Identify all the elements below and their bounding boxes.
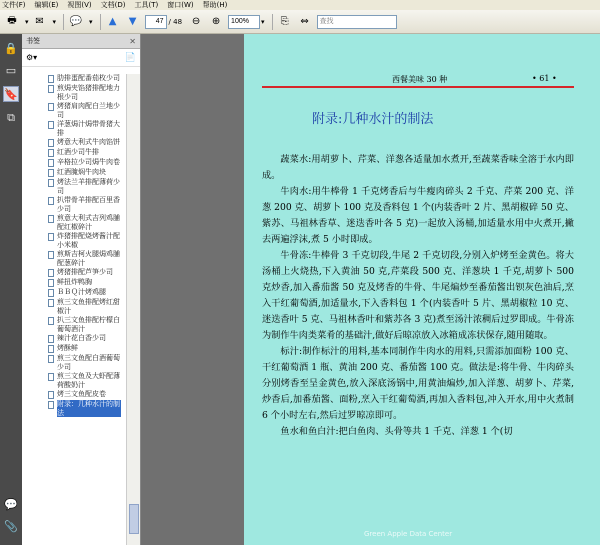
bookmark-label: 肋排蛋配番茄枚少司 bbox=[57, 74, 120, 82]
bookmark-icon bbox=[48, 251, 54, 259]
page-body bbox=[262, 152, 574, 440]
toolbar-separator bbox=[272, 14, 273, 30]
search-input[interactable] bbox=[317, 15, 397, 29]
bookmark-label: 煎三文鱼及大虾配薄荷酸奶汁 bbox=[57, 372, 120, 389]
page-heading: 附录:几种水汁的制法 bbox=[312, 112, 434, 127]
bookmark-icon bbox=[48, 299, 54, 307]
bookmark-icon bbox=[48, 317, 54, 325]
menu-item[interactable]: 窗口(W) bbox=[167, 1, 194, 9]
bookmark-icon bbox=[48, 335, 54, 343]
bookmark-icon bbox=[48, 233, 54, 241]
chevron-down-icon[interactable]: ▾ bbox=[25, 17, 29, 26]
bookmark-list bbox=[22, 74, 126, 545]
bookmark-item[interactable] bbox=[22, 102, 126, 119]
bookmark-item[interactable] bbox=[22, 344, 126, 353]
bookmark-icon bbox=[48, 289, 54, 297]
bookmark-item[interactable] bbox=[22, 232, 126, 249]
bookmark-item[interactable] bbox=[22, 214, 126, 231]
bookmark-icon bbox=[48, 355, 54, 363]
bookmark-label: 烤三文鱼配皮卷 bbox=[57, 390, 106, 398]
attachments-icon[interactable]: ⧉ bbox=[7, 111, 15, 124]
next-page-icon[interactable]: ▼ bbox=[128, 16, 137, 27]
chevron-down-icon[interactable]: ▾ bbox=[52, 17, 57, 26]
bookmark-label: 煎三文鱼配白酒葡萄少司 bbox=[57, 354, 120, 371]
navigation-rail bbox=[0, 34, 22, 545]
fit-width-icon[interactable]: ⇔ bbox=[300, 16, 309, 27]
bookmark-label: 烤酥鲜 bbox=[57, 344, 78, 352]
bookmark-label: 洋葱焗汁焗带骨猪大排 bbox=[57, 120, 120, 137]
comment-icon[interactable]: 💬 bbox=[69, 16, 83, 27]
bookmark-icon bbox=[48, 279, 54, 287]
paperclip-icon[interactable]: 📎 bbox=[4, 519, 18, 533]
document-area bbox=[141, 34, 600, 545]
pages-icon[interactable]: ▭ bbox=[5, 63, 17, 77]
bookmark-label: 辛格拉少司焗牛肉卷 bbox=[57, 158, 120, 166]
bookmark-item[interactable] bbox=[22, 138, 126, 147]
bookmark-icon bbox=[48, 75, 54, 83]
bookmark-icon bbox=[48, 269, 54, 277]
bookmark-item[interactable] bbox=[22, 390, 126, 399]
pdf-page bbox=[244, 34, 600, 545]
bookmark-label: 附录：几种水汁的制法 bbox=[57, 400, 120, 417]
bookmark-label: 烤法兰羊排配薄荷少司 bbox=[57, 178, 120, 195]
panel-header bbox=[22, 34, 140, 49]
bookmarks-icon[interactable]: 🔖 bbox=[4, 87, 18, 101]
bookmark-icon bbox=[48, 149, 54, 157]
bookmark-icon bbox=[48, 401, 54, 409]
close-icon[interactable]: ✕ bbox=[129, 36, 136, 46]
bookmark-label: 烤猪排配芦笋少司 bbox=[57, 268, 113, 276]
bookmark-label: 扒带骨羊排配百里香少司 bbox=[57, 196, 120, 213]
bookmark-icon bbox=[48, 103, 54, 111]
bookmark-item[interactable] bbox=[22, 372, 126, 389]
zoom-out-icon[interactable]: ⊖ bbox=[191, 16, 201, 27]
lock-icon[interactable]: 🔒 bbox=[4, 41, 18, 55]
menu-item[interactable]: 工具(T) bbox=[134, 1, 159, 9]
bookmark-item[interactable] bbox=[22, 288, 126, 297]
bookmark-item[interactable] bbox=[22, 316, 126, 333]
bookmark-item[interactable] bbox=[22, 278, 126, 287]
bookmark-scrollbar[interactable] bbox=[126, 74, 140, 545]
body-paragraph: 鱼水和鱼白汁:把白鱼肉、头骨等共 1 千克、洋葱 1 个(切 bbox=[280, 426, 513, 437]
bookmark-label: 鲜扭炸鸭胸 bbox=[57, 278, 92, 286]
bookmark-item[interactable] bbox=[22, 250, 126, 267]
bookmark-item[interactable] bbox=[22, 168, 126, 177]
menu-item[interactable]: 编辑(E) bbox=[34, 1, 59, 9]
body-paragraph: 标汁:制作标汁的用料,基本同制作牛肉水的用料,只需添加面粉 100 克、干红葡萄酒 1 瓶、黄油 200 克、番茄酱 100 克。做法是:将牛骨、牛肉碎头分别烤香至呈金黄色,放入深底汤锅中,用黄油煸炒,加入洋葱、胡萝卜、芹菜,炒香后,加番茄酱、面粉,烹入干红葡萄酒,再加入香料包,冲入开水,用中火煮制 6 个小时左右,然后过罗晾凉即可。 bbox=[262, 346, 574, 421]
bookmark-item[interactable] bbox=[22, 120, 126, 137]
chevron-down-icon[interactable]: ▾ bbox=[261, 17, 265, 26]
expand-bookmark-icon[interactable]: 📄 bbox=[124, 52, 136, 63]
bookmark-item[interactable] bbox=[22, 400, 126, 417]
toolbar-separator bbox=[63, 14, 64, 30]
bookmark-icon bbox=[48, 121, 54, 129]
bookmark-icon bbox=[48, 169, 54, 177]
fit-page-icon[interactable]: ⎘ bbox=[280, 16, 289, 27]
bookmark-label: 煎三文鱼排配烤红甜椒汁 bbox=[57, 298, 120, 315]
bookmark-icon bbox=[48, 85, 54, 93]
comments-icon[interactable]: 💬 bbox=[4, 497, 18, 511]
bookmark-icon bbox=[48, 373, 54, 381]
chevron-down-icon[interactable]: ▾ bbox=[89, 17, 93, 26]
bookmark-item[interactable] bbox=[22, 268, 126, 277]
body-paragraph: 蔬菜水:用胡萝卜、芹菜、洋葱各适量加水煮开,至蔬菜香味全溶于水内即成。 bbox=[262, 154, 574, 181]
menu-item[interactable]: 视图(V) bbox=[67, 1, 92, 9]
toolbar bbox=[0, 10, 600, 34]
watermark: Green Apple Data Center bbox=[364, 530, 453, 538]
panel-toolbar bbox=[22, 49, 140, 67]
print-icon[interactable]: 🖶 bbox=[7, 15, 17, 26]
bookmark-label: 烤猪肩肉配白兰地少司 bbox=[57, 102, 120, 119]
bookmark-icon bbox=[48, 345, 54, 353]
bookmark-label: 红酒腌焖牛肉块 bbox=[57, 168, 106, 176]
bookmark-icon bbox=[48, 197, 54, 205]
bookmark-icon bbox=[48, 139, 54, 147]
email-icon[interactable]: ✉ bbox=[35, 16, 44, 27]
bookmark-item[interactable] bbox=[22, 178, 126, 195]
bookmarks-panel bbox=[22, 34, 141, 545]
menu-item[interactable]: 文件(F) bbox=[2, 1, 26, 9]
bookmark-item[interactable] bbox=[22, 84, 126, 101]
page-number-input[interactable] bbox=[145, 15, 167, 29]
bookmark-item[interactable] bbox=[22, 354, 126, 371]
header-rule bbox=[262, 86, 574, 88]
bookmark-label: 红酒少司牛排 bbox=[57, 148, 99, 156]
options-icon[interactable]: ⚙▾ bbox=[26, 53, 38, 62]
running-head: 西餐美味 30 种 bbox=[392, 75, 448, 84]
bookmark-item[interactable] bbox=[22, 196, 126, 213]
bookmark-item[interactable] bbox=[22, 74, 126, 83]
bookmark-label: 烤意大利式牛肉馅饼 bbox=[57, 138, 120, 146]
bookmark-label: 炸猪排配烧烤酱汁配小米椒 bbox=[57, 232, 120, 249]
bookmark-label: ＢＢＱ汁烤鸡腿 bbox=[57, 288, 106, 296]
bookmark-label: 辣汁花白香少司 bbox=[57, 334, 106, 342]
bookmark-item[interactable] bbox=[22, 334, 126, 343]
bookmark-icon bbox=[48, 215, 54, 223]
page-total: / 48 bbox=[168, 17, 183, 26]
body-paragraph: 牛肉水:用牛棒骨 1 千克烤香后与牛瘦肉碎头 2 千克、芹菜 200 克、洋葱 200 克、胡萝卜 100 克及香料包 1 个(内装香叶 2 片、黑胡椒碎 50 克、紫苏、马祖林香草、迷迭香叶各 5 克)一起放入汤桶,加适量水用中火煮开,撇去两遍浮沫,煮 5 小时即成。 bbox=[262, 186, 574, 245]
bookmark-icon bbox=[48, 179, 54, 187]
menu-bar bbox=[0, 0, 600, 10]
zoom-in-icon[interactable]: ⊕ bbox=[211, 16, 221, 27]
prev-page-icon[interactable]: ▲ bbox=[108, 16, 117, 27]
bookmark-item[interactable] bbox=[22, 158, 126, 167]
toolbar-separator bbox=[100, 14, 101, 30]
bookmark-icon bbox=[48, 159, 54, 167]
bookmark-label: 煎焗夹馅猪排配地力根少司 bbox=[57, 84, 120, 101]
menu-item[interactable]: 文档(D) bbox=[100, 1, 126, 9]
bookmark-label: 煎意大利式吉列鸡脯配红椒碎汁 bbox=[57, 214, 120, 231]
body-paragraph: 牛骨冻:牛棒骨 3 千克切段,牛尾 2 千克切段,分别入炉烤至金黄色。将大汤桶上火烧热,下入黄油 50 克,芹菜段 500 克、洋葱块 1 千克,胡萝卜 500 克炒香,加入番茄酱 50 克及烤香的牛骨、牛尾煸炒至番茄酱出钡灰色油后,烹入干红葡萄酒,加适量水,下入香料包 1 个(内装香叶 5 片、黑胡椒粒 10 克、迷迭香叶 5 克、马祖林香叶和紫苏各 3 克)煮至汤汁浓稠后过罗即成。牛骨冻为制作牛肉类菜肴的基础汁,做好后晾凉放入冰箱成冻状保存,随用随取。 bbox=[262, 250, 574, 341]
zoom-input[interactable] bbox=[228, 15, 260, 29]
panel-title: 书签 bbox=[26, 37, 40, 45]
bookmark-label: 煎斯吉柯火腿焗鸡脯配葱碎汁 bbox=[57, 250, 120, 267]
bookmark-icon bbox=[48, 391, 54, 399]
bookmark-item[interactable] bbox=[22, 298, 126, 315]
bookmark-item[interactable] bbox=[22, 148, 126, 157]
bookmark-label: 扒三文鱼排配柠檬白葡萄酒汁 bbox=[57, 316, 120, 333]
menu-item[interactable]: 帮助(H) bbox=[202, 1, 228, 9]
scrollbar-thumb[interactable] bbox=[129, 504, 139, 534]
page-number: • 61 • bbox=[532, 74, 557, 83]
